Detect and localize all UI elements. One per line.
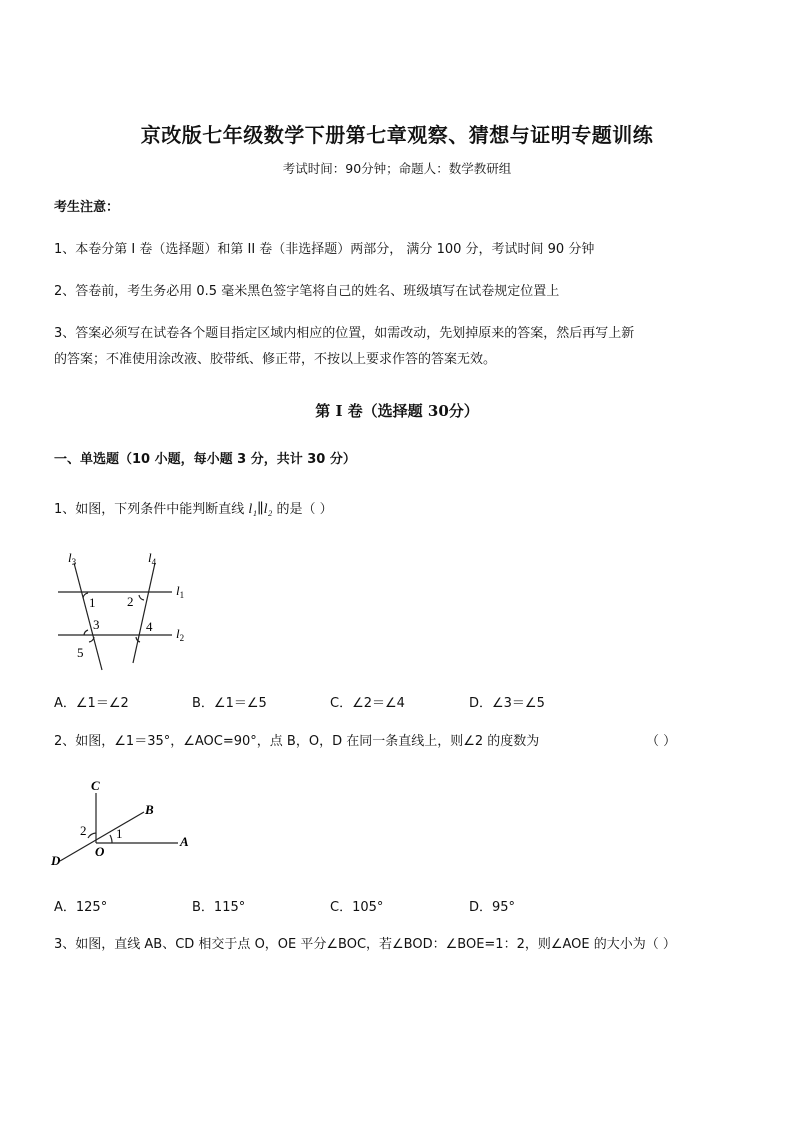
angle-label-1: 1 (89, 595, 96, 610)
point-d-label: D (51, 853, 61, 868)
label-l2: $l_2$ (176, 626, 185, 643)
question-2-figure (48, 775, 198, 870)
exam-info: 考试时间：90分钟；命题人：数学教研组 (282, 161, 512, 176)
label-l1: $l_1$ (176, 583, 185, 600)
q1-option-a: A．∠1＝∠2 (54, 696, 129, 711)
angle-1-label: 1 (116, 826, 123, 841)
part-heading: 一、单选题（10 小题，每小题 3 分，共计 30 分） (54, 452, 356, 467)
q1-option-c: C．∠2＝∠4 (330, 696, 405, 711)
q1-option-b: B．∠1＝∠5 (192, 696, 267, 711)
line-l4 (133, 563, 155, 663)
angle-label-3: 3 (93, 617, 100, 632)
label-l4: $l_4$ (148, 550, 157, 567)
section-title: 第 I 卷（选择题 30分） (315, 402, 479, 420)
point-c-label: C (91, 778, 100, 793)
label-l3: $l_3$ (68, 550, 77, 567)
question-2: 2、如图，∠1＝35°，∠AOC=90°，点 B，O，D 在同一条直线上，则∠2 的度数为 (54, 734, 540, 749)
angle-2-label: 2 (80, 823, 87, 838)
notice-heading: 考生注意： (54, 200, 120, 215)
question-1-figure (50, 545, 210, 675)
q2-option-d: D．95° (469, 900, 516, 915)
notice-item-2: 2、答卷前，考生务必用 0.5 毫米黑色签字笔将自己的姓名、班级填写在试卷规定位置上 (54, 284, 560, 299)
q2-option-c: C．105° (330, 900, 384, 915)
question-2-paren: （ ） (646, 734, 677, 749)
question-1-suffix: 的是（ ） (276, 502, 333, 517)
point-a-label: A (180, 834, 189, 849)
notice-item-3: 3、答案必须写在试卷各个题目指定区域内相应的位置，如需改动，先划掉原来的答案，然后再写上新 (54, 326, 635, 341)
angle-label-4: 4 (146, 619, 153, 634)
angle-label-5: 5 (77, 645, 84, 660)
q2-option-a: A．125° (54, 900, 108, 915)
notice-item-3-cont: 的答案；不准使用涂改液、胶带纸、修正带，不按以上要求作答的答案无效。 (54, 352, 497, 367)
q1-option-d: D．∠3＝∠5 (469, 696, 545, 711)
question-1 (54, 500, 333, 520)
question-1-prefix: 1、如图，下列条件中能判断直线 (54, 502, 245, 517)
angle-label-2: 2 (127, 594, 134, 609)
question-3: 3、如图，直线 AB、CD 相交于点 O，OE 平分∠BOC，若∠BOD：∠BOE=1：2，则∠AOE 的大小为（ ） (54, 937, 676, 952)
page-title: 京改版七年级数学下册第七章观察、猜想与证明专题训练 (140, 123, 654, 147)
point-o-label: O (95, 844, 105, 859)
point-b-label: B (145, 802, 154, 817)
question-1-math: l₁∥l₂ (248, 502, 273, 517)
notice-item-1: 1、本卷分第 I 卷（选择题）和第 II 卷（非选择题）两部分， 满分 100 分，考试时间 90 分钟 (54, 242, 595, 257)
q2-option-b: B．115° (192, 900, 246, 915)
